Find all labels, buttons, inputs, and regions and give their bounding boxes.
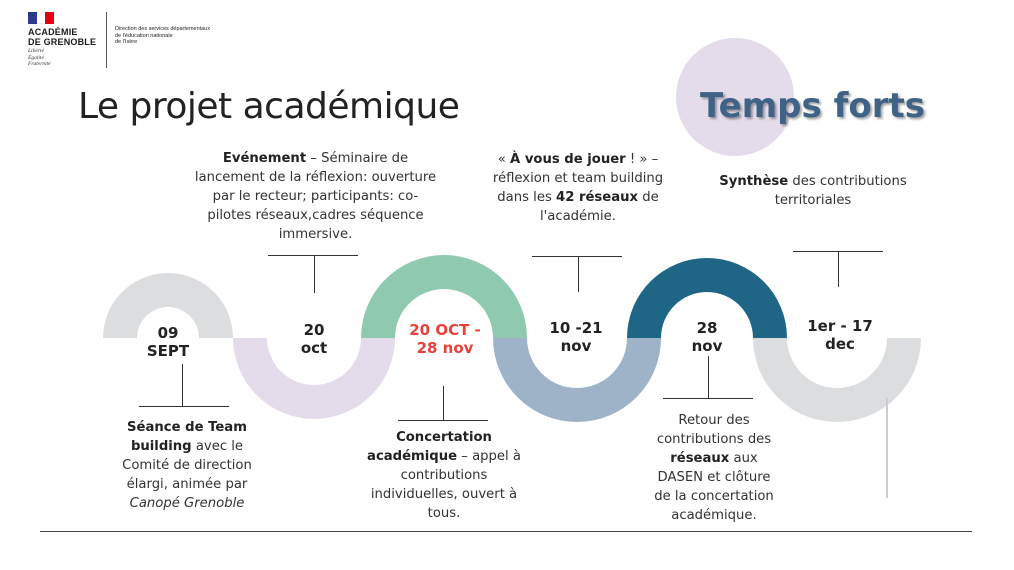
date-4-line-1: 10 -21 bbox=[549, 319, 603, 337]
motto-2: Égalité bbox=[28, 54, 44, 61]
event-1-italic: Canopé Grenoble bbox=[129, 496, 245, 511]
date-2 bbox=[274, 321, 354, 357]
date-2-line-1: 20 bbox=[303, 321, 325, 339]
connector-5-stem bbox=[708, 356, 709, 398]
event-1-rest: avec le Comité de direction élargi, animée par bbox=[122, 439, 252, 492]
date-3-line-1: 20 OCT - bbox=[409, 321, 481, 339]
logo-line-2: DE GRENOBLE bbox=[28, 37, 97, 47]
event-3-rest: – appel à contributions individuelles, ouvert à tous. bbox=[370, 449, 521, 521]
event-1-bold: Séance de Team building bbox=[127, 420, 247, 454]
connector-5-bar bbox=[663, 398, 753, 399]
bottom-rule bbox=[40, 531, 972, 532]
event-5-text bbox=[648, 411, 780, 525]
page-title: Le projet académique bbox=[78, 86, 460, 127]
event-4-p1: « bbox=[497, 152, 511, 167]
event-4-p3: de l'académie. bbox=[539, 190, 659, 224]
date-4 bbox=[531, 319, 621, 355]
connector-6-stem bbox=[838, 251, 839, 287]
date-5-line-1: 28 bbox=[696, 319, 718, 337]
logo-line-1: ACADÉMIE bbox=[28, 27, 78, 37]
date-5 bbox=[667, 319, 747, 355]
event-4-b2: 42 réseaux bbox=[556, 190, 638, 205]
date-6 bbox=[792, 317, 888, 353]
date-3-line-2: 28 nov bbox=[416, 339, 474, 357]
connector-4-bar bbox=[532, 256, 622, 257]
date-4-line-2: nov bbox=[560, 337, 592, 355]
date-3 bbox=[395, 321, 495, 357]
connector-3-bar bbox=[398, 420, 488, 421]
event-5-b1: réseaux bbox=[670, 451, 730, 466]
event-4-p2: ! » – réflexion et team building dans les bbox=[492, 152, 664, 205]
connector-3-stem bbox=[443, 386, 444, 420]
connector-2-stem bbox=[314, 255, 315, 293]
motto-3: Fraternité bbox=[28, 61, 51, 67]
event-2-text bbox=[193, 149, 438, 244]
right-vertical-rule bbox=[886, 398, 888, 498]
event-1-text bbox=[114, 418, 260, 513]
event-2-bold: Evénement bbox=[222, 151, 307, 166]
date-5-line-2: nov bbox=[691, 337, 723, 355]
date-1-line-1: 09 bbox=[157, 324, 179, 342]
event-5-p1: Retour des contributions des bbox=[656, 413, 772, 447]
direction-line-3: de l'Isère bbox=[115, 39, 138, 45]
direction-line-2: de l'éducation nationale bbox=[115, 32, 173, 39]
motto-1: Liberté bbox=[28, 48, 44, 54]
event-2-rest: – Séminaire de lancement de la réflexion: ouverture par le recteur; participants: co-pilotes réseaux,cadres séquence immersive. bbox=[194, 151, 437, 242]
event-3-text bbox=[366, 428, 522, 523]
badge-title: Temps forts bbox=[700, 86, 925, 126]
connector-2-bar bbox=[268, 255, 358, 256]
date-2-line-2: oct bbox=[300, 339, 328, 357]
date-1 bbox=[128, 324, 208, 360]
event-5-p2: aux DASEN et clôture de la concertation académique. bbox=[654, 451, 774, 523]
event-6-rest: des contributions territoriales bbox=[774, 174, 907, 208]
date-6-line-2: dec bbox=[825, 335, 855, 353]
connector-1-bar bbox=[139, 406, 229, 407]
connector-4-stem bbox=[578, 256, 579, 292]
event-6-text bbox=[708, 172, 918, 210]
event-3-bold: Concertation académique bbox=[367, 430, 492, 464]
connector-1-stem bbox=[182, 364, 183, 406]
event-4-b1: À vous de jouer bbox=[510, 152, 626, 167]
direction-line-1: Direction des services départementaux bbox=[115, 26, 211, 32]
date-1-line-2: SEPT bbox=[146, 342, 190, 360]
event-4-text bbox=[488, 150, 668, 226]
event-6-bold: Synthèse bbox=[719, 174, 789, 189]
date-6-line-1: 1er - 17 bbox=[807, 317, 873, 335]
